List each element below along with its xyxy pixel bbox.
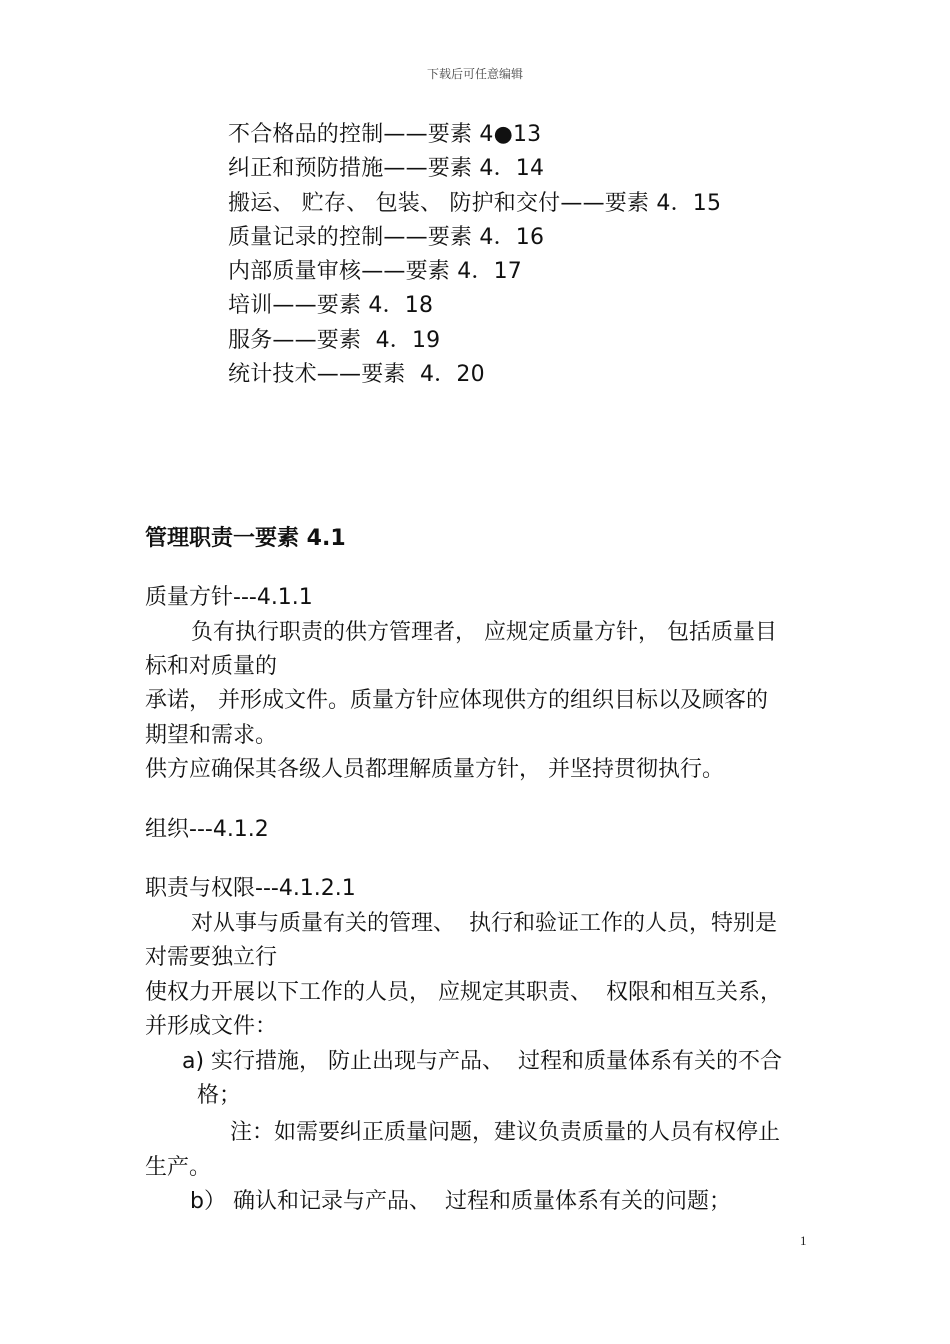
paragraph-line: 负有执行职责的供方管理者， 应规定质量方针， 包括质量目 [191,620,777,645]
paragraph-line: 供方应确保其各级人员都理解质量方针， 并坚持贯彻执行。 [145,757,724,782]
paragraph-line: 使权力开展以下工作的人员， 应规定其职责、 权限和相互关系， [145,980,782,1005]
list-item-b: b） 确认和记录与产品、 过程和质量体系有关的问题； [190,1189,731,1214]
paragraph-line: 承诺， 并形成文件。质量方针应体现供方的组织目标以及顾客的 [145,688,768,713]
toc-item: 统计技术——要素 4．20 [228,362,485,388]
page-header: 下载后可任意编辑 [426,67,523,81]
page-number: 1 [800,1233,807,1248]
table-of-contents [228,118,721,392]
section-title: 管理职责一要素 4.1 [145,526,346,551]
responsibility-heading: 职责与权限---4.1.2.1 [145,876,356,901]
list-item-a: a) 实行措施， 防止出现与产品、 过程和质量体系有关的不合 [182,1049,783,1074]
organization-heading: 组织---4.1.2 [145,817,269,842]
toc-item: 内部质量审核——要素 4．17 [228,259,522,285]
toc-item: 服务——要素 4．19 [228,327,441,353]
paragraph-line: 对需要独立行 [145,945,278,970]
toc-item: 培训——要素 4．18 [228,293,434,319]
toc-item: 质量记录的控制——要素 4．16 [228,224,545,250]
toc-item: 搬运、 贮存、 包装、 防护和交付——要素 4．15 [228,190,722,216]
list-item-a-continuation: 格； [197,1083,242,1108]
paragraph-line: 对从事与质量有关的管理、 执行和验证工作的人员，特别是 [191,911,777,936]
note-line: 生产。 [145,1155,212,1180]
paragraph-line: 期望和需求。 [145,723,278,748]
note-line: 注：如需要纠正质量问题，建议负责质量的人员有权停止 [230,1120,781,1145]
paragraph-line: 并形成文件： [145,1014,278,1039]
paragraph-line: 标和对质量的 [145,654,278,679]
toc-item: 不合格品的控制——要素 4●13 [228,122,542,147]
toc-item: 纠正和预防措施——要素 4．14 [228,156,545,182]
quality-policy-heading: 质量方针---4.1.1 [145,585,313,610]
